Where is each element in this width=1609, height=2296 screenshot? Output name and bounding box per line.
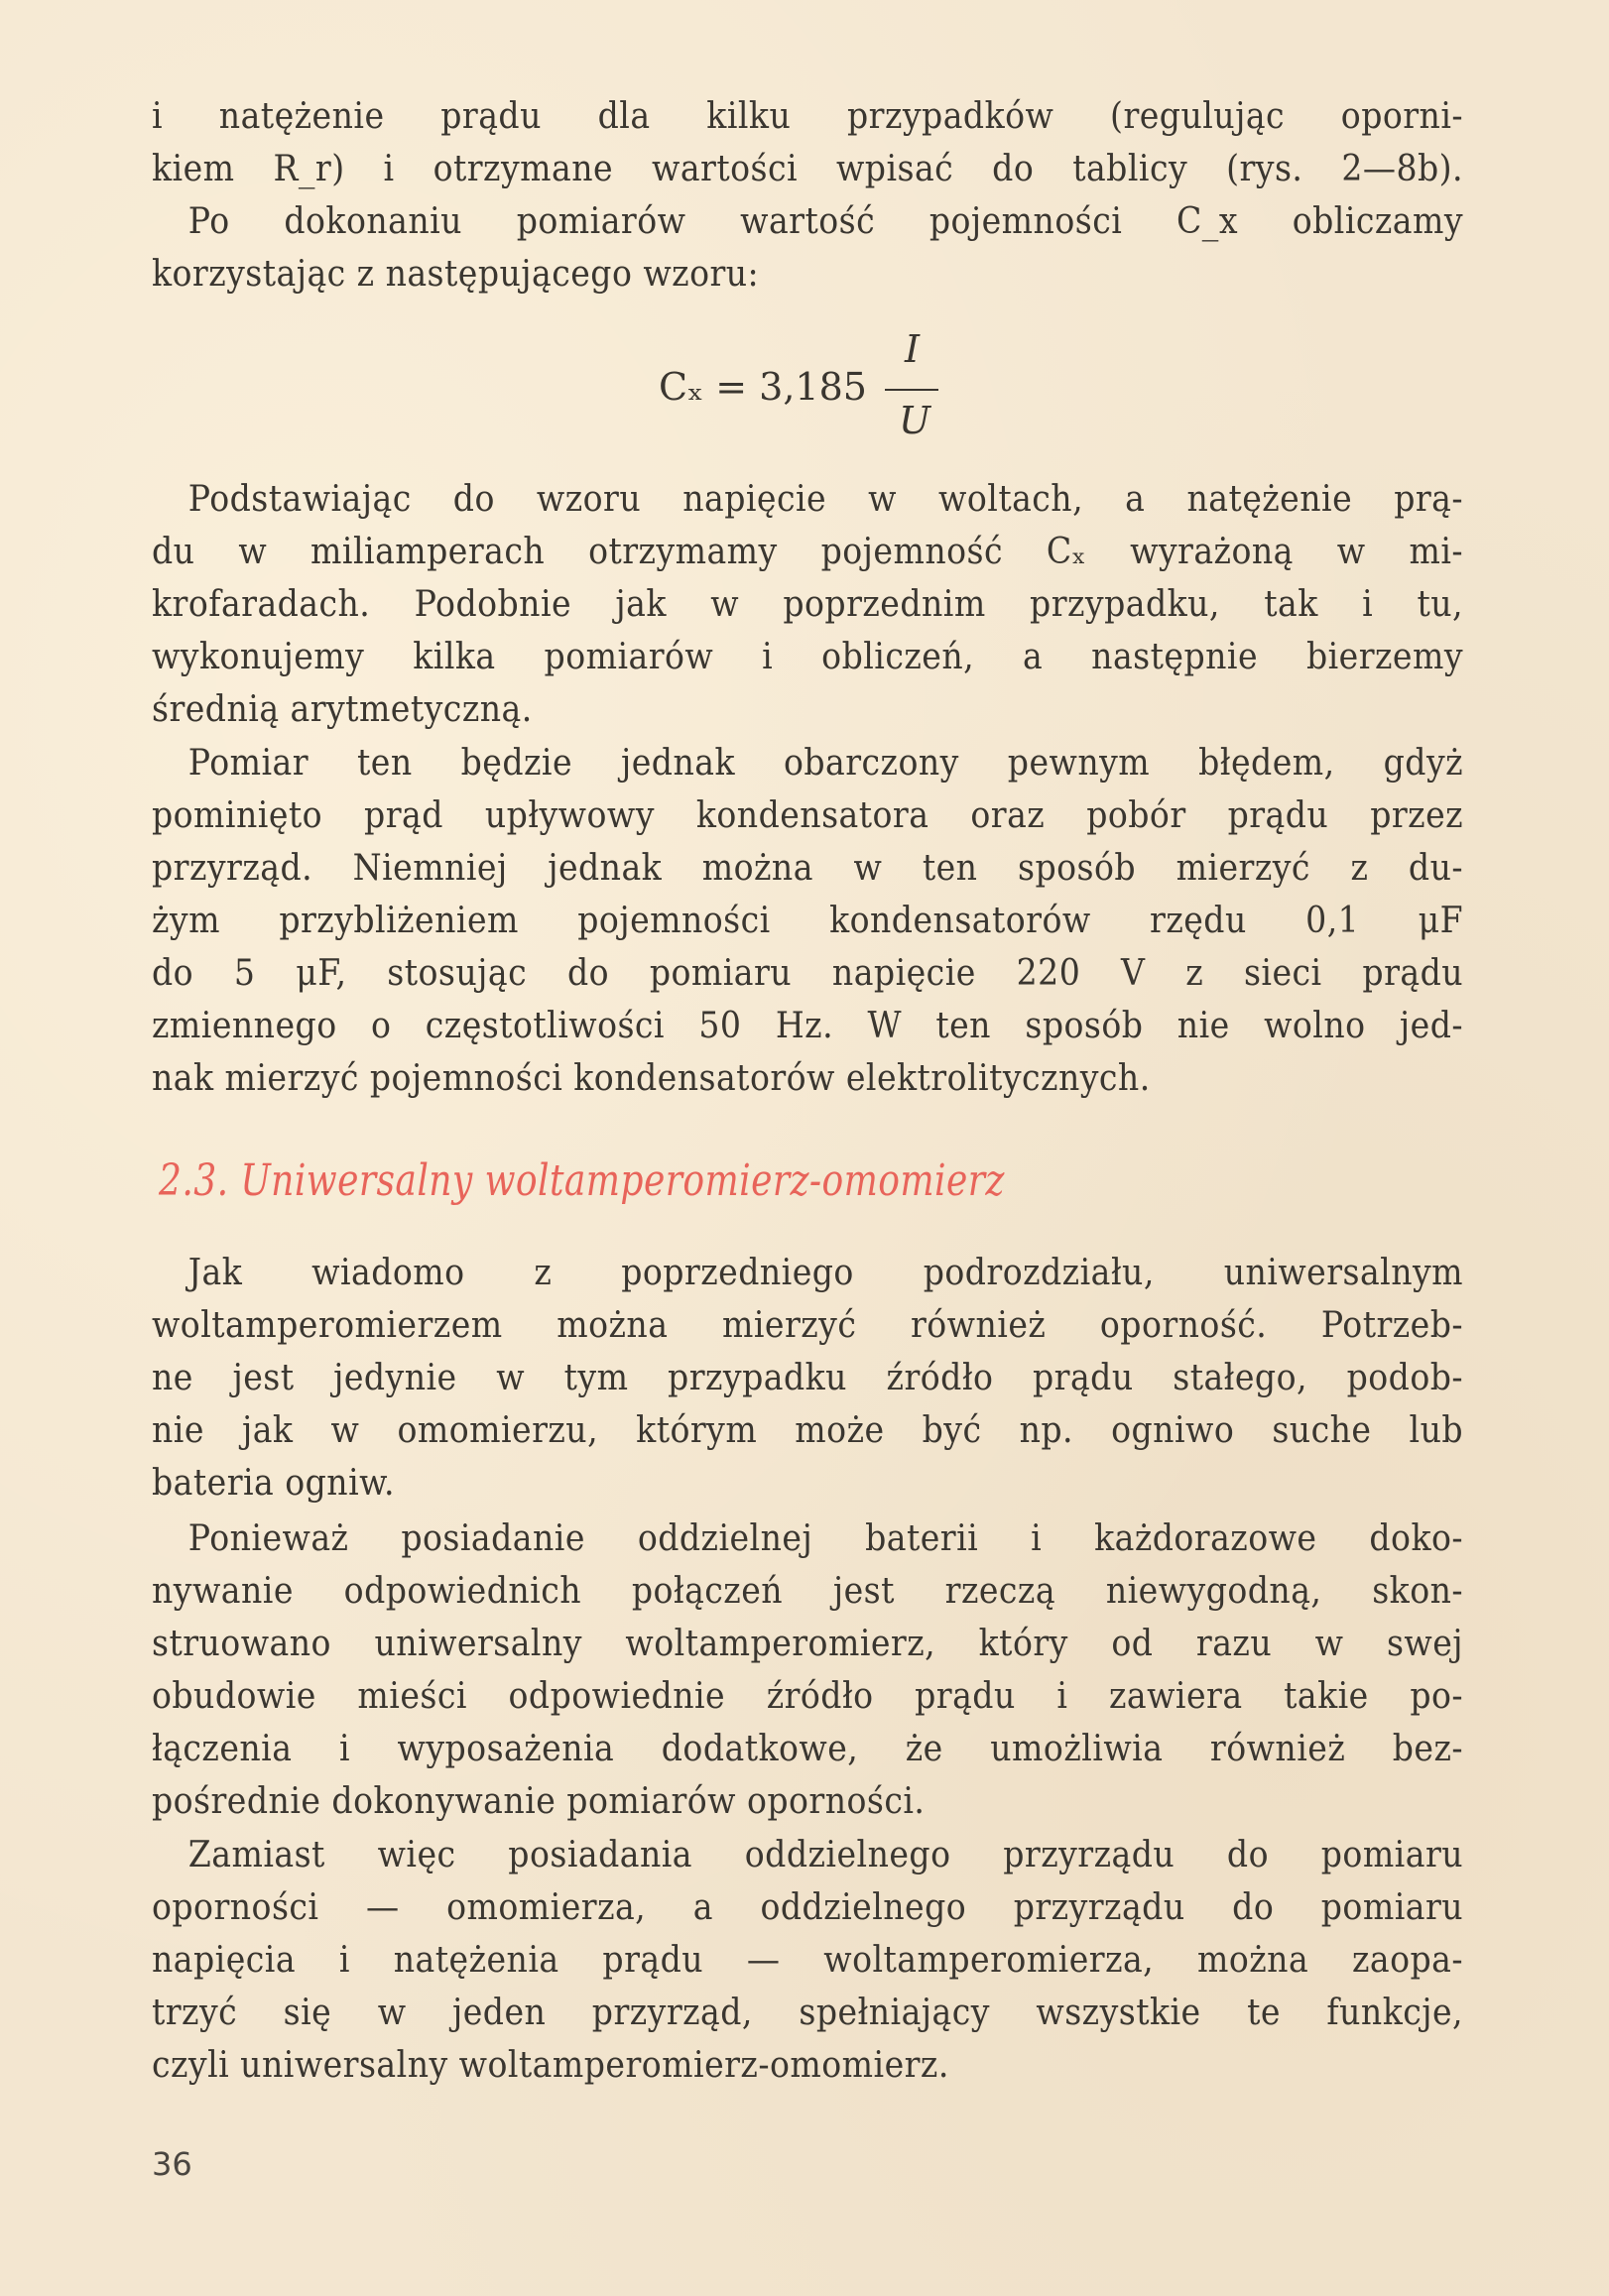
text-line: Ponieważ posiadanie oddzielnej baterii i każdorazowe doko- xyxy=(187,1518,1464,1559)
text-line: nie jak w omomierzu, którym może być np. ogniwo suche lub xyxy=(152,1410,1464,1451)
page-number: 36 xyxy=(152,2145,192,2183)
text-line: korzystając z następującego wzoru: xyxy=(152,254,760,295)
text-line: Podstawiając do wzoru napięcie w woltach, a natężenie prą- xyxy=(187,479,1464,520)
text-line: krofaradach. Podobnie jak w poprzednim przypadku, tak i tu, xyxy=(152,584,1464,625)
text-line: ne jest jedynie w tym przypadku źródło prądu stałego, podob- xyxy=(152,1358,1464,1398)
text-line: struowano uniwersalny woltamperomierz, który od razu w swej xyxy=(152,1624,1464,1664)
formula-numerator: I xyxy=(905,327,921,371)
text-line: trzyć się w jeden przyrząd, spełniający wszystkie te funkcje, xyxy=(152,1993,1464,2033)
text-line: Pomiar ten będzie jednak obarczony pewnym błędem, gdyż xyxy=(187,743,1464,784)
text-line: do 5 μF, stosując do pomiaru napięcie 220 V z sieci prądu xyxy=(152,953,1464,994)
text-line: wykonujemy kilka pomiarów i obliczeń, a następnie bierzemy xyxy=(152,637,1464,677)
text-line: przyrząd. Niemniej jednak można w ten sposób mierzyć z du- xyxy=(152,848,1464,889)
text-line: Jak wiadomo z poprzedniego podrozdziału, uniwersalnym xyxy=(187,1253,1464,1293)
text-line: pośrednie dokonywanie pomiarów oporności. xyxy=(152,1781,926,1822)
text-line: Po dokonaniu pomiarów wartość pojemności C_x obliczamy xyxy=(187,201,1464,242)
text-line: oporności — omomierza, a oddzielnego przyrządu do pomiaru xyxy=(152,1887,1464,1928)
text-line: Zamiast więc posiadania oddzielnego przyrządu do pomiaru xyxy=(187,1835,1464,1875)
text-line: czyli uniwersalny woltamperomierz-omomierz. xyxy=(152,2045,949,2086)
formula-lhs: Cₓ = 3,185 xyxy=(659,365,867,409)
text-line: obudowie mieści odpowiednie źródło prądu i zawiera takie po- xyxy=(152,1676,1464,1717)
fraction-bar xyxy=(885,389,938,391)
text-line: napięcia i natężenia prądu — woltamperomierza, można zaopa- xyxy=(152,1940,1464,1981)
text-line: średnią arytmetyczną. xyxy=(152,689,533,730)
text-line: kiem R_r) i otrzymane wartości wpisać do tablicy (rys. 2—8b). xyxy=(152,149,1464,189)
text-line: nak mierzyć pojemności kondensatorów elektrolitycznych. xyxy=(152,1058,1151,1099)
text-line: żym przybliżeniem pojemności kondensatorów rzędu 0,1 μF xyxy=(152,901,1464,941)
formula-denominator: U xyxy=(899,399,931,442)
capacitance-formula xyxy=(655,327,972,446)
text-line: i natężenie prądu dla kilku przypadków (regulując oporni- xyxy=(152,96,1464,137)
section-heading: 2.3. Uniwersalny woltamperomierz-omomierz xyxy=(159,1155,1005,1206)
text-line: bateria ogniw. xyxy=(152,1463,396,1504)
text-line: łączenia i wyposażenia dodatkowe, że umożliwia również bez- xyxy=(152,1729,1464,1769)
text-line: du w miliamperach otrzymamy pojemność Cₓ wyrażoną w mi- xyxy=(152,532,1464,572)
text-line: pominięto prąd upływowy kondensatora oraz pobór prądu przez xyxy=(152,795,1464,836)
text-line: nywanie odpowiednich połączeń jest rzeczą niewygodną, skon- xyxy=(152,1571,1464,1612)
text-line: zmiennego o częstotliwości 50 Hz. W ten sposób nie wolno jed- xyxy=(152,1006,1464,1046)
text-line: woltamperomierzem można mierzyć również oporność. Potrzeb- xyxy=(152,1305,1464,1346)
